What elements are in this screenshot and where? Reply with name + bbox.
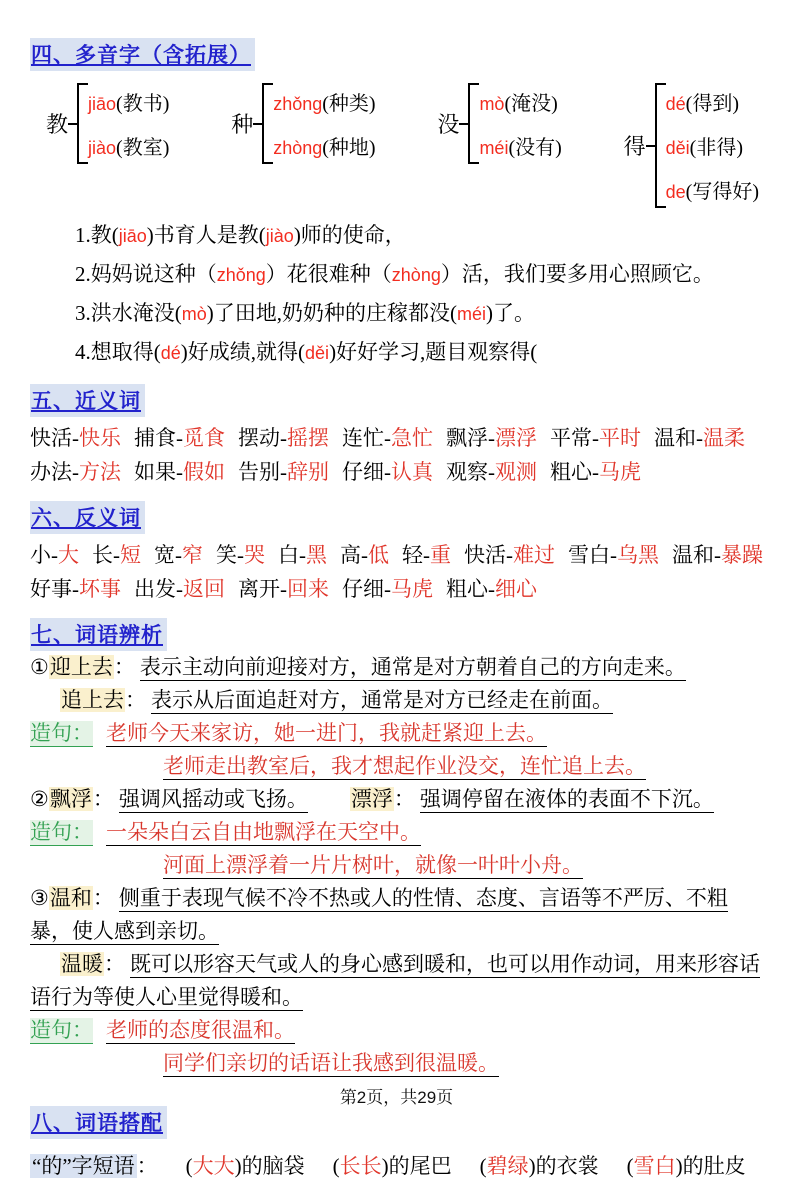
word-a: 好事- xyxy=(30,577,79,601)
example-sentence xyxy=(75,255,763,294)
text-segment: 2.妈妈说这种（ xyxy=(75,262,217,286)
paren: ( xyxy=(332,1154,340,1178)
text-segment: ）花很难种（ xyxy=(265,262,392,286)
modifier-word: 大大 xyxy=(192,1154,235,1178)
word-pair xyxy=(30,421,121,455)
pinyin: dé xyxy=(160,343,181,363)
polyphone-char: 种 xyxy=(231,112,254,137)
pinyin: zhòng xyxy=(273,138,323,158)
word-a: 长- xyxy=(92,543,120,567)
word-a: 粗心- xyxy=(446,577,495,601)
colon: ： xyxy=(92,886,114,910)
word-pair xyxy=(278,538,327,572)
word-pair xyxy=(238,572,329,606)
example-word: (教室) xyxy=(116,137,170,159)
word-b: 假如 xyxy=(183,460,225,484)
word-a: 轻- xyxy=(402,543,430,567)
text-segment: )书育人是教( xyxy=(146,223,266,247)
noun-phrase: )的脑袋 xyxy=(234,1154,305,1178)
pinyin: dé xyxy=(665,94,686,114)
word-a: 温和- xyxy=(654,426,703,450)
polyphone-char: 教 xyxy=(46,112,69,137)
word-b: 乌黑 xyxy=(617,543,659,567)
word-b: 温柔 xyxy=(703,426,745,450)
definition-line xyxy=(30,882,763,948)
definition: 既可以形容天气或人的身心感到暖和，也可以用作动词，用来形容话语行为等使人心里觉得暖和。 xyxy=(30,952,760,1009)
word-pair xyxy=(92,538,141,572)
colon: ： xyxy=(92,787,114,811)
pinyin: méi xyxy=(479,138,509,158)
text-segment: )了田地,奶奶种的庄稼都没( xyxy=(206,301,458,325)
word-pair xyxy=(446,572,537,606)
word-pair xyxy=(464,538,555,572)
definition: 强调风摇动或飞扬。 xyxy=(118,787,308,811)
word-pair xyxy=(654,421,745,455)
collocation-item xyxy=(333,1149,452,1183)
antonym-line xyxy=(30,572,763,606)
paren: ( xyxy=(479,1154,487,1178)
polyphone-sentences xyxy=(75,216,763,372)
word-pair xyxy=(550,455,641,489)
pinyin: méi xyxy=(457,304,487,324)
term: 温和 xyxy=(49,886,92,910)
word-pair xyxy=(30,572,121,606)
item-number: ① xyxy=(30,655,49,679)
example-sentence: 一朵朵白云自由地飘浮在天空中。 xyxy=(106,820,421,844)
word-pair xyxy=(672,538,763,572)
example-word: (非得) xyxy=(689,137,743,159)
term: 迎上去 xyxy=(49,655,113,679)
word-b: 暴躁 xyxy=(721,543,763,567)
word-pair xyxy=(30,455,121,489)
example-word: (种类) xyxy=(322,93,376,115)
example-sentence: 老师今天来家访，她一进门，我就赶紧迎上去。 xyxy=(106,721,547,745)
word-b: 马虎 xyxy=(391,577,433,601)
discrimination-item-2 xyxy=(30,783,763,882)
antonym-line xyxy=(30,538,763,572)
pinyin: de xyxy=(665,182,686,202)
bracket-connector xyxy=(646,145,655,147)
text-segment: )好好学习,题目观察得( xyxy=(329,340,538,364)
pinyin: jiāo xyxy=(118,226,147,246)
word-b: 低 xyxy=(368,543,389,567)
colon: ： xyxy=(136,1154,158,1178)
word-a: 仔细- xyxy=(342,460,391,484)
word-a: 连忙- xyxy=(342,426,391,450)
word-pair xyxy=(238,455,329,489)
word-b: 方法 xyxy=(79,460,121,484)
definition-line xyxy=(60,684,763,717)
word-pair xyxy=(402,538,451,572)
discrimination-item-3 xyxy=(30,882,763,1080)
polyphone-group-mei xyxy=(437,83,561,164)
page-number: 第2页，共29页 xyxy=(339,1088,454,1107)
word-b: 观测 xyxy=(495,460,537,484)
colon: ： xyxy=(393,787,415,811)
word-a: 飘浮- xyxy=(446,426,495,450)
word-pair xyxy=(568,538,659,572)
polyphone-char: 没 xyxy=(437,112,460,137)
pronunciation-entry xyxy=(666,175,759,204)
collocation-label xyxy=(30,1149,158,1183)
text-segment: ）活，我们要多用心照顾它。 xyxy=(440,262,714,286)
word-pair xyxy=(134,572,225,606)
word-b: 觅食 xyxy=(183,426,225,450)
pronunciation-entry xyxy=(273,131,375,160)
polyphone-group-zhong xyxy=(231,83,375,164)
discrimination-item-1 xyxy=(30,651,763,783)
pronunciation-entry xyxy=(479,131,561,160)
word-pair xyxy=(446,421,537,455)
word-b: 大 xyxy=(58,543,79,567)
word-pair xyxy=(550,421,641,455)
word-pair xyxy=(134,421,225,455)
example-sentence: 同学们亲切的话语让我感到很温暖。 xyxy=(163,1051,499,1075)
modifier-word: 长长 xyxy=(339,1154,382,1178)
pinyin: jiào xyxy=(265,226,294,246)
word-a: 如果- xyxy=(134,460,183,484)
pinyin: jiào xyxy=(88,138,117,158)
definition: 表示主动向前迎接对方，通常是对方朝着自己的方向走来。 xyxy=(139,655,686,679)
bracket xyxy=(468,83,561,164)
label-text: “的”字短语 xyxy=(32,1154,135,1178)
definition-line xyxy=(30,948,763,1014)
noun-phrase: )的肚皮 xyxy=(675,1154,746,1178)
polyphone-row xyxy=(46,83,759,208)
word-a: 笑- xyxy=(216,543,244,567)
text-segment: )了。 xyxy=(486,301,536,325)
word-b: 哭 xyxy=(244,543,265,567)
pinyin: děi xyxy=(305,343,330,363)
example-word: (写得好) xyxy=(685,181,759,203)
pinyin: zhǒng xyxy=(273,94,323,114)
example-word: (得到) xyxy=(685,93,739,115)
word-a: 雪白- xyxy=(568,543,617,567)
text-segment: )好成绩,就得( xyxy=(180,340,306,364)
collocation-item xyxy=(627,1149,746,1183)
paren: ( xyxy=(185,1154,193,1178)
word-pair xyxy=(342,572,433,606)
term: 追上去 xyxy=(61,688,124,712)
word-b: 窄 xyxy=(182,543,203,567)
antonym-list xyxy=(30,538,763,606)
definition: 表示从后面追赶对方，通常是对方已经走在前面。 xyxy=(151,688,613,712)
noun-phrase: )的衣裳 xyxy=(528,1154,599,1178)
word-a: 告别- xyxy=(238,460,287,484)
noun-phrase: )的尾巴 xyxy=(381,1154,452,1178)
text-segment: 3.洪水淹没( xyxy=(75,301,182,325)
word-a: 摆动- xyxy=(238,426,287,450)
synonym-line xyxy=(30,455,763,489)
example-sentence: 河面上漂浮着一片片树叶，就像一叶叶小舟。 xyxy=(163,853,583,877)
definition-line xyxy=(30,783,763,816)
word-b: 返回 xyxy=(183,577,225,601)
section-title-collocations: 八、词语搭配 xyxy=(30,1106,167,1139)
word-a: 快活- xyxy=(464,543,513,567)
pronunciation-entry xyxy=(273,87,375,116)
word-b: 急忙 xyxy=(391,426,433,450)
section-title-polyphones: 四、多音字（含拓展） xyxy=(30,38,255,71)
polyphone-group-de xyxy=(624,83,759,208)
word-pair xyxy=(446,455,537,489)
term: 飘浮 xyxy=(49,787,92,811)
word-pair xyxy=(30,538,79,572)
word-a: 出发- xyxy=(134,577,183,601)
word-b: 细心 xyxy=(495,577,537,601)
zaoju-label: 造句： xyxy=(30,1018,93,1042)
pinyin: jiāo xyxy=(88,94,117,114)
text-segment: )师的使命， xyxy=(293,223,406,247)
definition-line xyxy=(30,651,763,684)
section-title-word-discrimination: 七、词语辨析 xyxy=(30,618,167,651)
term: 漂浮 xyxy=(350,787,393,811)
item-number: ③ xyxy=(30,886,49,910)
example-word: (种地) xyxy=(322,137,376,159)
word-b: 漂浮 xyxy=(495,426,537,450)
pinyin: zhǒng xyxy=(216,265,266,285)
term: 温暖 xyxy=(61,952,103,976)
colon: ： xyxy=(113,655,135,679)
pronunciation-entry xyxy=(479,87,561,116)
word-b: 重 xyxy=(430,543,451,567)
word-b: 短 xyxy=(120,543,141,567)
word-pair xyxy=(216,538,265,572)
word-b: 坏事 xyxy=(79,577,121,601)
bracket xyxy=(262,83,375,164)
bracket xyxy=(655,83,759,208)
example-sentence: 老师的态度很温和。 xyxy=(106,1018,295,1042)
modifier-word: 碧绿 xyxy=(486,1154,529,1178)
word-a: 粗心- xyxy=(550,460,599,484)
zaoju-line xyxy=(30,816,763,849)
item-number: ② xyxy=(30,787,49,811)
collocation-item xyxy=(480,1149,599,1183)
pronunciation-entry xyxy=(666,131,759,160)
bracket-connector xyxy=(253,123,262,125)
definition: 侧重于表现气候不冷不热或人的性情、态度、言语等不严厉、不粗暴，使人感到亲切。 xyxy=(30,886,728,943)
word-pair xyxy=(342,421,433,455)
polyphone-char: 得 xyxy=(623,134,646,159)
word-b: 摇摆 xyxy=(287,426,329,450)
polyphone-group-jiao xyxy=(46,83,169,164)
zaoju-label: 造句： xyxy=(30,820,93,844)
zaoju-line xyxy=(158,750,763,783)
bracket xyxy=(77,83,169,164)
word-a: 离开- xyxy=(238,577,287,601)
modifier-word: 雪白 xyxy=(633,1154,676,1178)
word-b: 回来 xyxy=(287,577,329,601)
pinyin: mò xyxy=(181,304,207,324)
word-a: 宽- xyxy=(154,543,182,567)
example-sentence xyxy=(75,333,763,372)
word-a: 平常- xyxy=(550,426,599,450)
pronunciation-entry xyxy=(88,131,169,160)
definition: 强调停留在液体的表面不下沉。 xyxy=(419,787,714,811)
word-b: 马虎 xyxy=(599,460,641,484)
example-word: (淹没) xyxy=(504,93,558,115)
text-segment: 1.教( xyxy=(75,223,119,247)
bracket-connector xyxy=(68,123,77,125)
bracket-connector xyxy=(459,123,468,125)
example-sentence xyxy=(75,294,763,333)
collocation-item xyxy=(186,1149,305,1183)
pinyin: mò xyxy=(479,94,505,114)
zaoju-label: 造句： xyxy=(30,721,93,745)
paren: ( xyxy=(626,1154,634,1178)
word-pair xyxy=(238,421,329,455)
word-a: 小- xyxy=(30,543,58,567)
example-sentence: 老师走出教室后，我才想起作业没交，连忙追上去。 xyxy=(163,754,646,778)
colon: ： xyxy=(104,952,125,976)
word-a: 快活- xyxy=(30,426,79,450)
word-b: 难过 xyxy=(513,543,555,567)
pinyin: zhòng xyxy=(391,265,441,285)
example-sentence xyxy=(75,216,763,255)
example-word: (没有) xyxy=(508,137,562,159)
pronunciation-entry xyxy=(88,87,169,116)
word-a: 办法- xyxy=(30,460,79,484)
word-b: 认真 xyxy=(391,460,433,484)
synonym-line xyxy=(30,421,763,455)
example-word: (教书) xyxy=(116,93,170,115)
word-b: 辞别 xyxy=(287,460,329,484)
zaoju-line xyxy=(158,1047,763,1080)
zaoju-line xyxy=(158,849,763,882)
word-b: 黑 xyxy=(306,543,327,567)
pronunciation-entry xyxy=(666,87,759,116)
colon: ： xyxy=(125,688,146,712)
word-pair xyxy=(340,538,389,572)
zaoju-line xyxy=(30,1014,763,1047)
zaoju-line xyxy=(30,717,763,750)
synonym-list xyxy=(30,421,763,489)
word-pair xyxy=(154,538,203,572)
word-pair xyxy=(134,455,225,489)
word-b: 平时 xyxy=(599,426,641,450)
word-b: 快乐 xyxy=(79,426,121,450)
word-a: 捕食- xyxy=(134,426,183,450)
word-a: 高- xyxy=(340,543,368,567)
collocation-line xyxy=(30,1149,763,1183)
section-title-synonyms: 五、近义词 xyxy=(30,384,145,417)
word-a: 仔细- xyxy=(342,577,391,601)
text-segment: 4.想取得( xyxy=(75,340,161,364)
word-a: 白- xyxy=(278,543,306,567)
word-a: 观察- xyxy=(446,460,495,484)
word-a: 温和- xyxy=(672,543,721,567)
pinyin: děi xyxy=(665,138,690,158)
word-pair xyxy=(342,455,433,489)
section-title-antonyms: 六、反义词 xyxy=(30,501,145,534)
